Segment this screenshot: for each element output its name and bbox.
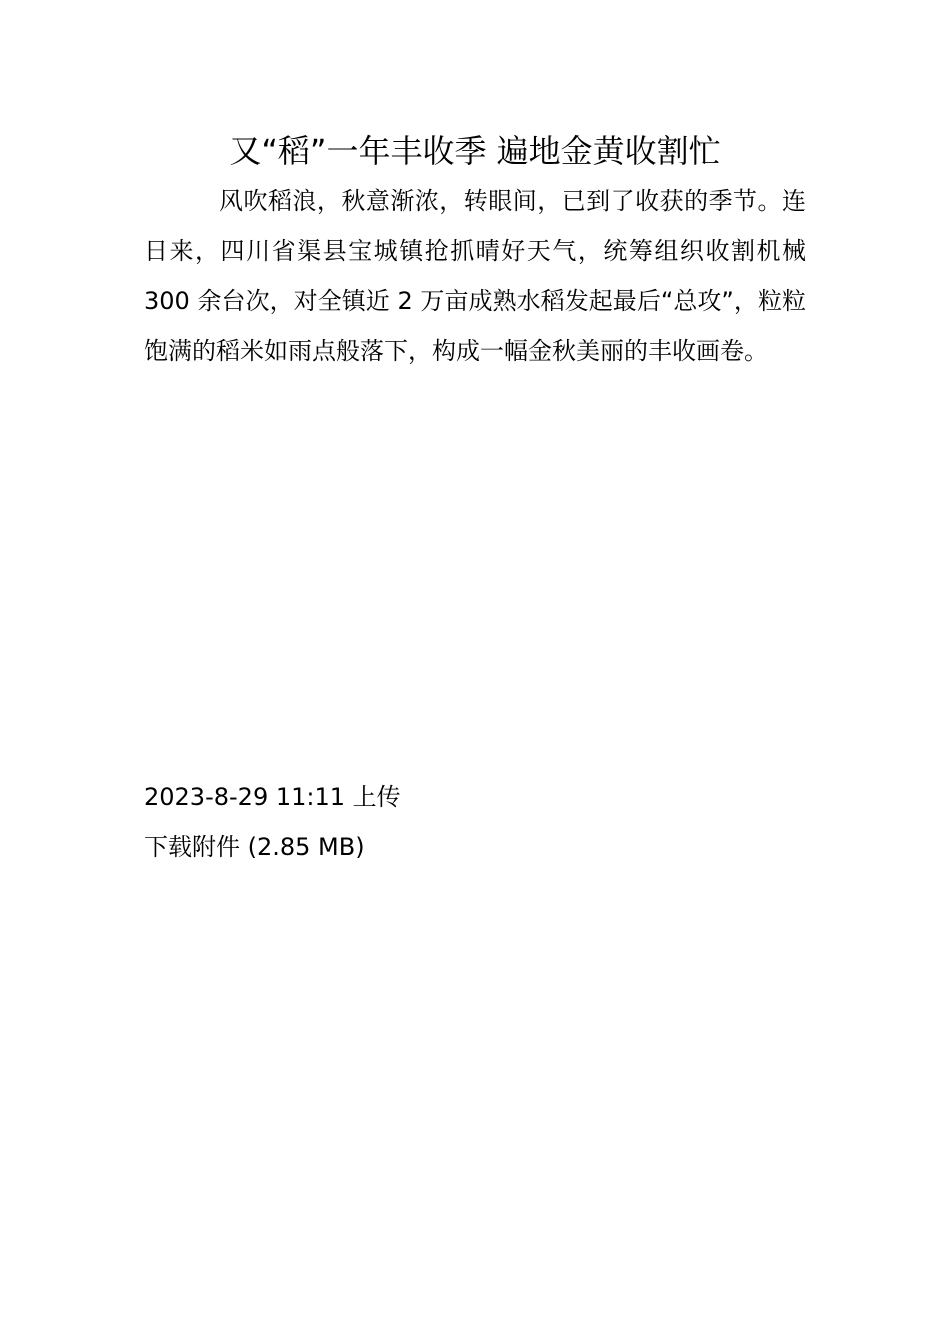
article-title: 又“稻”一年丰收季 遍地金黄收割忙 xyxy=(229,132,721,170)
article-body-paragraph: 风吹稻浪，秋意渐浓，转眼间，已到了收获的季节。连日来，四川省渠县宝城镇抢抓晴好天气，统筹组织收割机械 300 余台次，对全镇近 2 万亩成熟水稻发起最后“总攻”，粒粒饱满的稻米如雨点般落下，构成一幅金秋美丽的丰收画卷。 xyxy=(144,187,806,365)
download-attachment-link[interactable]: 下载附件 (2.85 MB) xyxy=(144,833,365,861)
attachment-meta xyxy=(144,772,806,872)
upload-timestamp: 2023-8-29 11:11 上传 xyxy=(144,783,401,811)
